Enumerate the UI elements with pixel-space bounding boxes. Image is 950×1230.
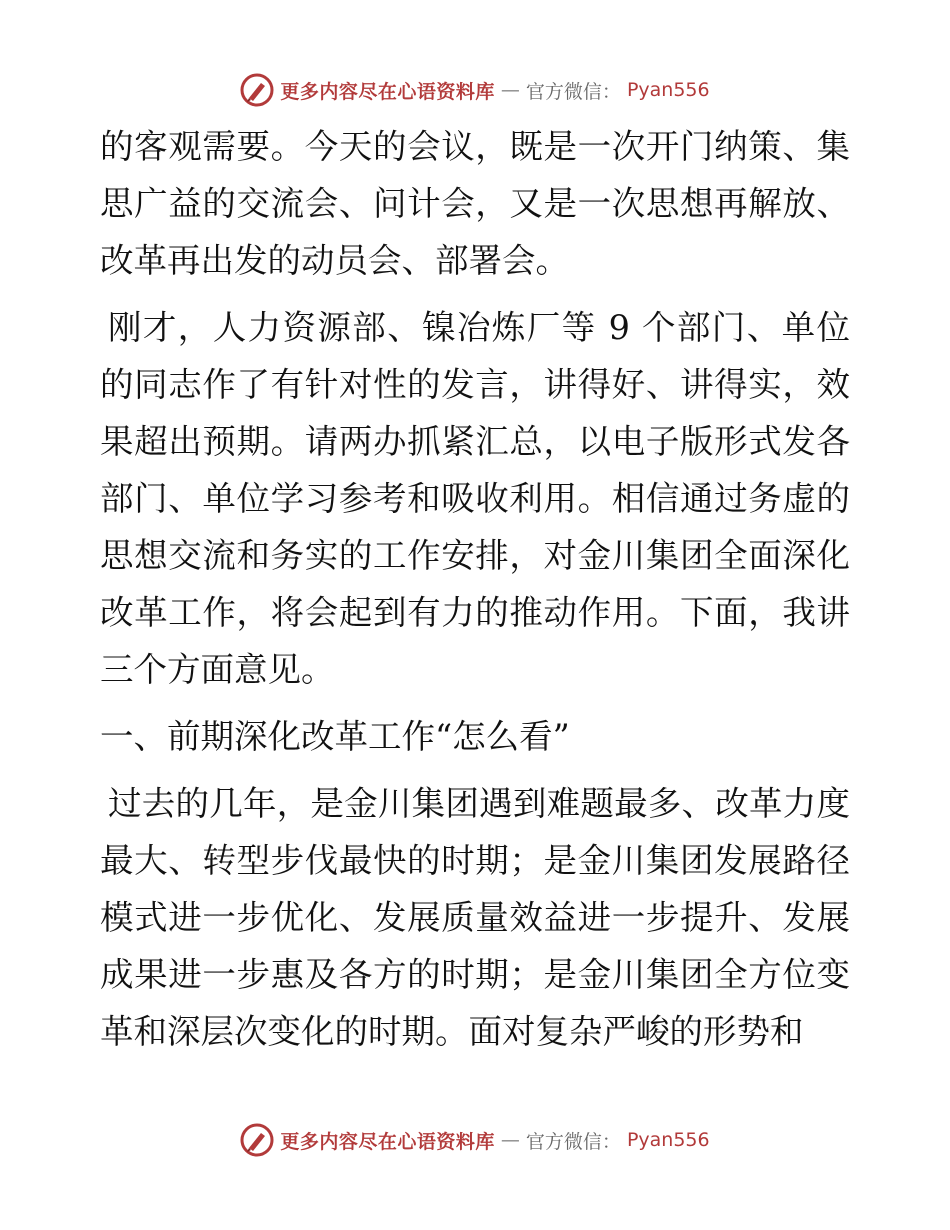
watermark-separator: —	[500, 1129, 520, 1151]
watermark-main-text: 更多内容尽在心语资料库	[280, 1130, 495, 1153]
document-body	[100, 118, 850, 1070]
section-heading-1: 一、前期深化改革工作“怎么看”	[100, 717, 570, 756]
watermark-account: Pyan556	[626, 79, 710, 101]
watermark-main-text: 更多内容尽在心语资料库	[280, 80, 495, 103]
watermark-sub-text: 官方微信：	[525, 1130, 621, 1153]
footer-watermark	[0, 1120, 950, 1160]
pen-logo-icon	[240, 73, 274, 107]
watermark-sub-text: 官方微信：	[525, 80, 621, 103]
pen-logo-icon	[240, 1123, 274, 1157]
header-watermark	[0, 70, 950, 110]
watermark-separator: —	[500, 79, 520, 101]
paragraph-1: 的客观需要。今天的会议，既是一次开门纳策、集思广益的交流会、问计会，又是一次思想再解放、改革再出发的动员会、部署会。	[100, 127, 850, 280]
paragraph-3: 过去的几年，是金川集团遇到难题最多、改革力度最大、转型步伐最快的时期；是金川集团发展路径模式进一步优化、发展质量效益进一步提升、发展成果进一步惠及各方的时期；是金川集团全方位变革和深层次变化的时期。面对复杂严峻的形势和	[100, 784, 850, 1051]
paragraph-2: 刚才，人力资源部、镍冶炼厂等 9 个部门、单位的同志作了有针对性的发言，讲得好、讲得实，效果超出预期。请两办抓紧汇总，以电子版形式发各部门、单位学习参考和吸收利用。相信通过务虚的思想交流和务实的工作安排，对金川集团全面深化改革工作，将会起到有力的推动作用。下面，我讲三个方面意见。	[100, 308, 850, 689]
watermark-account: Pyan556	[626, 1129, 710, 1151]
